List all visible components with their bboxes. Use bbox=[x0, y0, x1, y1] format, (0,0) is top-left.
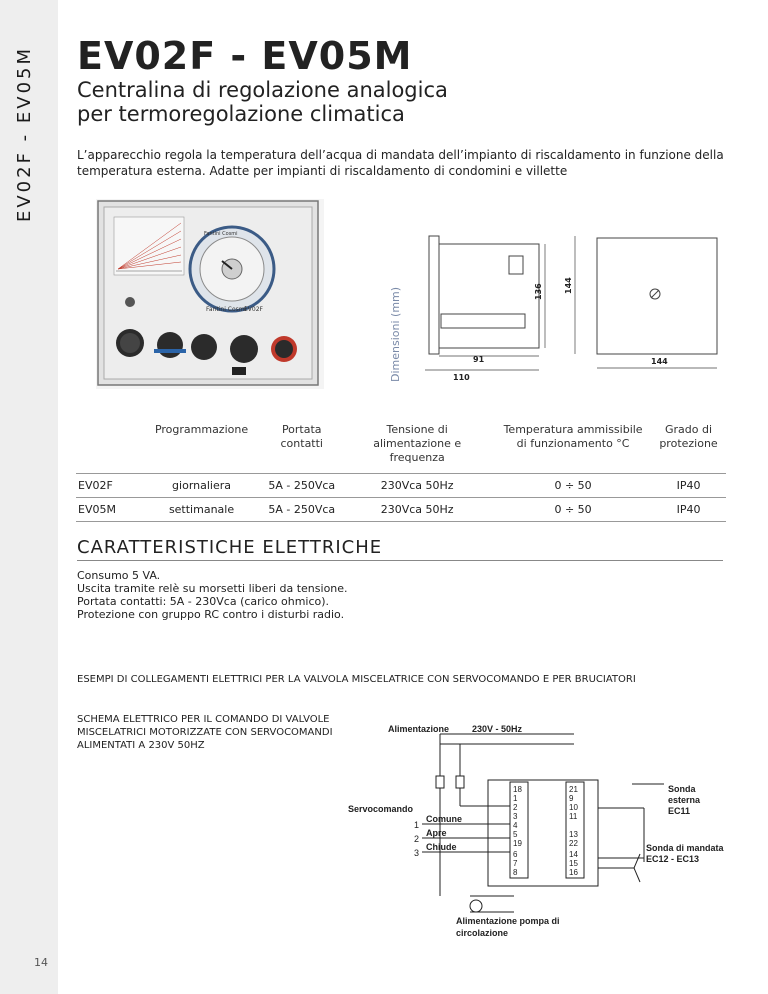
intro-paragraph: L’apparecchio regola la temperatura dell’acqua di mandata dell’impianto di riscaldamento in funzione della temperatura esterna. Adatte per impianti di riscaldamento di condomini e villette bbox=[77, 148, 724, 178]
product-photo bbox=[96, 199, 324, 389]
terminal-label: 14 bbox=[569, 850, 578, 859]
sonda-esterna-3: EC11 bbox=[668, 806, 691, 816]
table-cell: settimanale bbox=[139, 498, 265, 522]
model-label: EV02F bbox=[244, 306, 263, 313]
schema-caption-line: SCHEMA ELETTRICO PER IL COMANDO DI VALVOLE bbox=[77, 714, 330, 725]
table-header-cell: Programmazione bbox=[154, 423, 249, 436]
servo-terminal: 1 bbox=[414, 820, 420, 830]
dim-136: 136 bbox=[534, 283, 543, 300]
terminal-label: 18 bbox=[513, 785, 522, 794]
table-header-cell: Temperatura ammissibile di funzionamento °C bbox=[503, 423, 643, 450]
dim-91: 91 bbox=[473, 355, 485, 364]
pompa-label-1: Alimentazione pompa di bbox=[456, 916, 560, 926]
brand-label: Fantini Cosmi bbox=[204, 231, 238, 237]
dim-144-w: 144 bbox=[651, 357, 668, 366]
terminal-label: 11 bbox=[569, 812, 578, 821]
electrical-line: Protezione con gruppo RC contro i disturbi radio. bbox=[77, 608, 345, 621]
page-number: 14 bbox=[34, 956, 48, 969]
pompa-label-2: circolazione bbox=[456, 928, 509, 938]
terminal-label: 13 bbox=[569, 830, 578, 839]
servo-terminal: 2 bbox=[414, 834, 420, 844]
terminal-label: 10 bbox=[569, 803, 578, 812]
terminal-label: 5 bbox=[513, 830, 518, 839]
section-divider bbox=[77, 560, 723, 561]
sonda-mandata-2: EC12 - EC13 bbox=[646, 854, 700, 864]
servo-label-chiude: Chiude bbox=[426, 842, 457, 852]
schema-caption-line: MISCELATRICI MOTORIZZATE CON SERVOCOMANDI bbox=[77, 727, 333, 738]
electrical-features bbox=[77, 569, 348, 621]
table-cell: 230Vca 50Hz bbox=[339, 498, 495, 522]
terminal-label: 15 bbox=[569, 859, 578, 868]
electrical-line: Uscita tramite relè su morsetti liberi da tensione. bbox=[77, 582, 348, 595]
dim-144-h: 144 bbox=[564, 277, 573, 294]
terminal-label: 1 bbox=[513, 794, 518, 803]
schema-caption bbox=[77, 713, 347, 752]
electrical-line: Consumo 5 VA. bbox=[77, 569, 161, 582]
sidebar-vertical-title: EV02F - EV05M bbox=[14, 45, 35, 222]
table-cell: 230Vca 50Hz bbox=[339, 474, 495, 498]
table-cell: EV02F bbox=[76, 474, 139, 498]
table-cell: IP40 bbox=[651, 474, 726, 498]
dim-110: 110 bbox=[453, 373, 470, 382]
table-header-cell: Portata contatti bbox=[280, 423, 323, 450]
table-cell: IP40 bbox=[651, 498, 726, 522]
table-row bbox=[76, 474, 726, 498]
table-cell: EV05M bbox=[76, 498, 139, 522]
table-cell: 5A - 250Vca bbox=[264, 474, 339, 498]
terminal-label: 3 bbox=[513, 812, 518, 821]
subtitle-line-2: per termoregolazione climatica bbox=[77, 102, 405, 126]
servo-terminal: 3 bbox=[414, 848, 420, 858]
table-header-cell: Grado di protezione bbox=[659, 423, 718, 450]
page-subtitle bbox=[77, 78, 637, 126]
table-cell: 0 ÷ 50 bbox=[495, 498, 651, 522]
table-row bbox=[76, 498, 726, 522]
table-cell: 5A - 250Vca bbox=[264, 498, 339, 522]
terminal-label: 9 bbox=[569, 794, 574, 803]
subtitle-line-1: Centralina di regolazione analogica bbox=[77, 78, 448, 102]
sidebar bbox=[0, 0, 58, 994]
terminal-label: 19 bbox=[513, 839, 522, 848]
examples-heading: ESEMPI DI COLLEGAMENTI ELETTRICI PER LA VALVOLA MISCELATRICE CON SERVOCOMANDO E PER BRUCIATORI bbox=[77, 674, 636, 685]
terminal-label: 8 bbox=[513, 868, 518, 877]
schema-caption-line: ALIMENTATI A 230V 50HZ bbox=[77, 740, 205, 751]
page-title: EV02F - EV05M bbox=[77, 34, 413, 78]
sonda-esterna-2: esterna bbox=[668, 795, 701, 805]
section-title-electrical: CARATTERISTICHE ELETTRICHE bbox=[77, 537, 383, 558]
table-header-row bbox=[76, 419, 726, 474]
servo-label-apre: Apre bbox=[426, 828, 447, 838]
brand-label-2: Fantini Cosmi bbox=[206, 306, 247, 313]
specifications-table bbox=[76, 419, 726, 522]
wiring-diagram bbox=[344, 716, 764, 946]
table-header-cell bbox=[76, 419, 139, 474]
wiring-servocomando: Servocomando bbox=[348, 804, 414, 814]
terminal-label: 4 bbox=[513, 821, 518, 830]
terminal-label: 6 bbox=[513, 850, 518, 859]
terminal-label: 22 bbox=[569, 839, 578, 848]
terminal-label: 2 bbox=[513, 803, 518, 812]
wiring-alimentazione: Alimentazione bbox=[388, 724, 450, 734]
electrical-line: Portata contatti: 5A - 230Vca (carico ohmico). bbox=[77, 595, 330, 608]
wiring-voltage: 230V - 50Hz bbox=[472, 724, 523, 734]
dimensions-axis-label: Dimensioni (mm) bbox=[389, 286, 402, 382]
table-header-cell: Tensione di alimentazione e frequenza bbox=[373, 423, 462, 464]
sonda-esterna-1: Sonda bbox=[668, 784, 696, 794]
servo-label-comune: Comune bbox=[426, 814, 462, 824]
table-cell: giornaliera bbox=[139, 474, 265, 498]
terminal-label: 7 bbox=[513, 859, 518, 868]
terminal-label: 16 bbox=[569, 868, 578, 877]
table-cell: 0 ÷ 50 bbox=[495, 474, 651, 498]
terminal-label: 21 bbox=[569, 785, 578, 794]
sonda-mandata-1: Sonda di mandata bbox=[646, 843, 724, 853]
dimensions-drawing bbox=[385, 222, 725, 392]
